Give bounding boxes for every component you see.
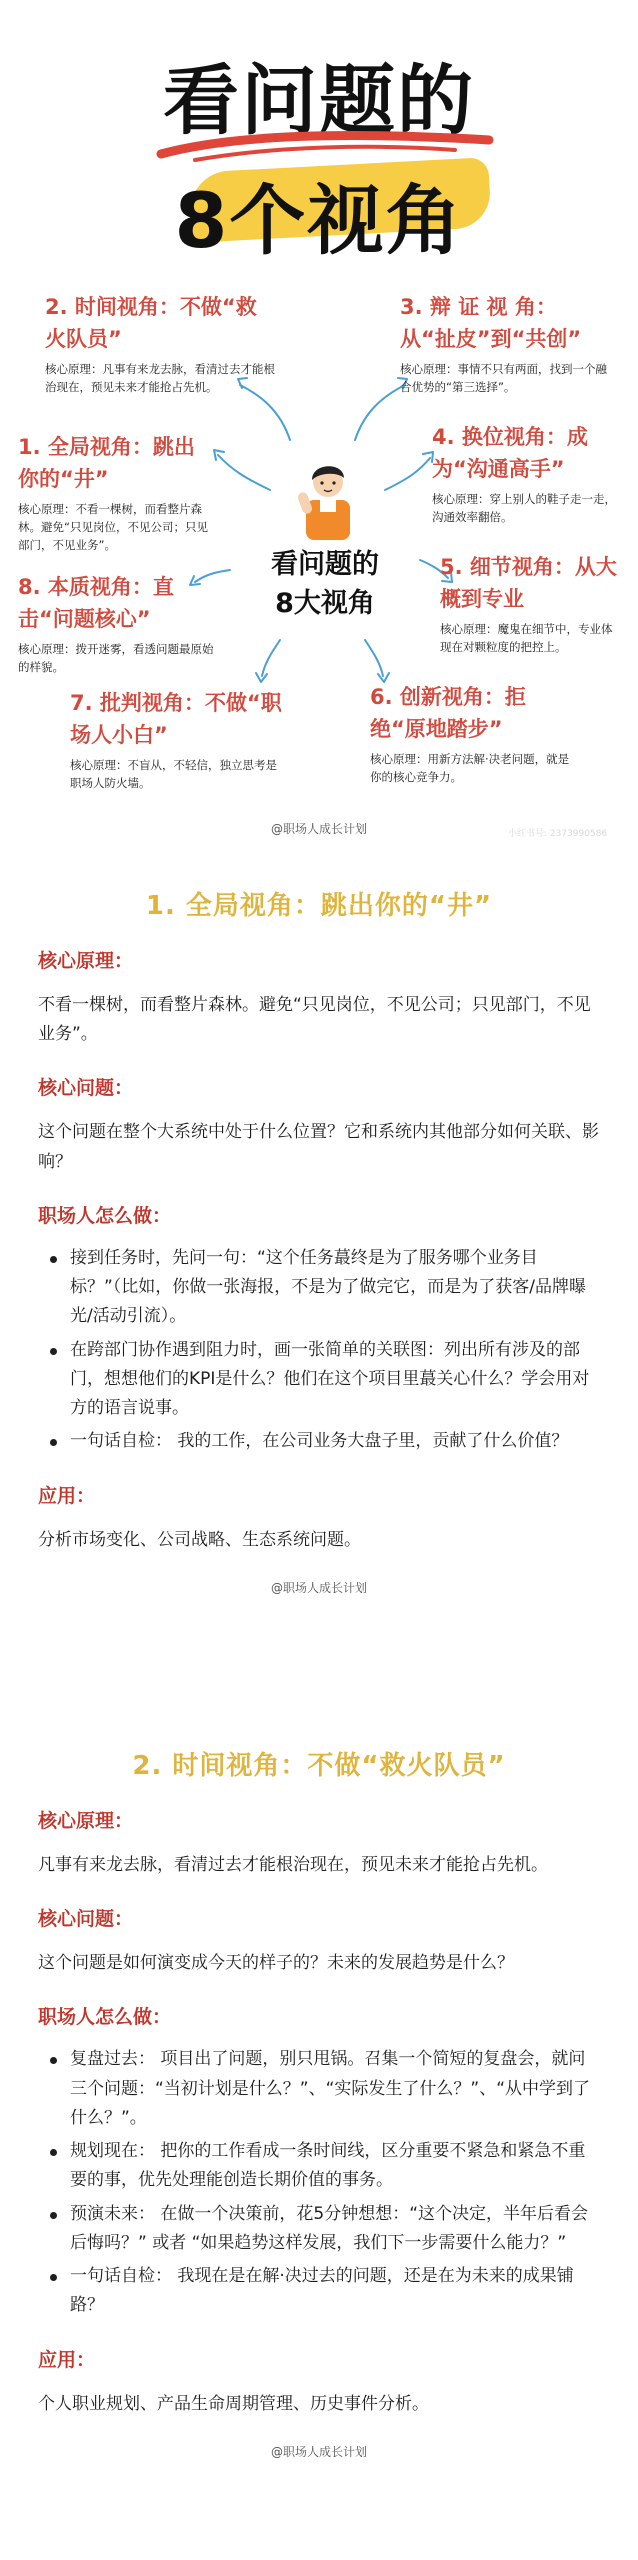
spoke-body: 核心原理：不盲从，不轻信，独立思考是职场人防火墙。 xyxy=(70,758,277,790)
spoke-body: 核心原理：拨开迷雾，看透问题最原始的样貌。 xyxy=(18,642,214,674)
heading-apply: 应用： xyxy=(38,2348,96,2371)
list-item: 复盘过去： 项目出了问题，别只甩锅。召集一个简短的复盘会，就问三个问题：“当初计划是什么？”、“实际发生了什么？”、“从中学到了什么？”。 xyxy=(70,2045,600,2133)
section-title: 2. 时间视角：不做“救火队员” xyxy=(132,1751,506,1781)
heading-principle: 核心原理： xyxy=(38,1810,134,1832)
spoke-detail xyxy=(440,552,620,657)
list-item: 规划现在： 把你的工作看成一条时间线，区分重要不紧急和紧急不重要的事，优先处理能创造长期价值的事务。 xyxy=(70,2137,600,2195)
how-list xyxy=(38,2045,600,2320)
center-label xyxy=(235,545,415,623)
spoke-body: 核心原理：魔鬼在细节中，专业体现在对颗粒度的把控上。 xyxy=(440,622,613,654)
list-item: 在跨部门协作遇到阻力时，画一张简单的关联图：列出所有涉及的部门，想想他们的KPI是什么？他们在这个项目里蕞关心什么？学会用对方的语言说事。 xyxy=(70,1336,600,1424)
spoke-innovation xyxy=(370,682,575,787)
spoke-body: 核心原理：事情不只有两面，找到一个融合优势的“第三选择”。 xyxy=(400,362,607,394)
spoke-global xyxy=(18,432,208,554)
principle-text: 不看一棵树，而看整片森林。避免“只见岗位，不见公司；只见部门，不见业务”。 xyxy=(38,995,591,1045)
heading-question: 核心问题： xyxy=(38,1077,134,1100)
list-item: 一句话自检： 我的工作，在公司业务大盘子里，贡献了什么价值？ xyxy=(70,1427,600,1456)
spoke-title: 1. 全局视角：跳出你的“井” xyxy=(18,435,195,491)
spoke-title: 5. 细节视角：从大概到专业 xyxy=(440,555,617,611)
arrow-to-dialectic xyxy=(355,385,405,440)
arrow-to-global xyxy=(218,455,270,490)
spoke-body: 核心原理：穿上别人的鞋子走一走，沟通效率翻倍。 xyxy=(432,492,616,524)
heading-how: 职场人怎么做： xyxy=(38,1204,172,1227)
list-item: 一句话自检： 我现在是在解·决过去的问题，还是在为未来的成果铺路？ xyxy=(70,2262,600,2320)
question-text: 这个问题在整个大系统中处于什么位置？它和系统内其他部分如何关联、影响？ xyxy=(38,1122,599,1172)
apply-text: 个人职业规划、产品生命周期管理、历史事件分析。 xyxy=(38,2393,429,2414)
section-watermark: @职场人成长计划 xyxy=(270,1580,367,1595)
spoke-title: 4. 换位视角：成为“沟通高手” xyxy=(432,425,588,481)
section-time-view xyxy=(0,1745,638,2460)
center-label-text: 看问题的 8大视角 xyxy=(271,549,379,620)
heading-question: 核心问题： xyxy=(38,1908,134,1931)
spoke-essence xyxy=(18,572,218,677)
thinking-person-illustration xyxy=(298,452,358,542)
principle-text: 凡事有来龙去脉，看清过去才能根治现在，预见未来才能抢占先机。 xyxy=(38,1855,548,1875)
spoke-title: 2. 时间视角：不做“救火队员” xyxy=(45,295,257,351)
spoke-empathy xyxy=(432,422,617,527)
question-text: 这个问题是如何演变成今天的样子的？未来的发展趋势是什么？ xyxy=(38,1953,514,1974)
spoke-critical xyxy=(70,688,285,793)
section-global-view xyxy=(0,885,638,1596)
spoke-body: 核心原理：用新方法解·决老问题，就是你的核心竞争力。 xyxy=(370,752,570,784)
apply-text: 分析市场变化、公司战略、生态系统问题。 xyxy=(38,1529,361,1550)
arrow-to-empathy xyxy=(385,458,430,490)
heading-how: 职场人怎么做： xyxy=(38,2006,172,2029)
spoke-title: 8. 本质视角：直击“问题核心” xyxy=(18,575,174,631)
heading-apply: 应用： xyxy=(38,1484,96,1507)
faint-id-mark: 小红书号: 2373990586 xyxy=(508,829,608,839)
hero-watermark: @职场人成长计划 xyxy=(270,822,367,836)
spoke-title: 6. 创新视角：拒绝“原地踏步” xyxy=(370,685,526,741)
hero-title-line1: 看问题的 xyxy=(163,56,475,145)
hero-infographic xyxy=(0,0,638,850)
spoke-body: 核心原理：不看一棵树，而看整片森林。避免“只见岗位，不见公司；只见部门，不见业务”。 xyxy=(18,502,208,552)
spoke-title: 7. 批判视角：不做“职场人小白” xyxy=(70,691,282,747)
section-watermark: @职场人成长计划 xyxy=(270,2444,367,2459)
spoke-body: 核心原理：凡事有来龙去脉，看清过去才能根治现在，预见未来才能抢占先机。 xyxy=(45,362,275,394)
spoke-time xyxy=(45,292,275,397)
arrow-to-critical xyxy=(262,640,280,676)
section-title: 1. 全局视角：跳出你的“井” xyxy=(145,891,493,921)
how-list xyxy=(38,1244,600,1457)
list-item: 预演未来： 在做一个决策前，花5分钟想想：“这个决定，半年后看会后悔吗？” 或者 “如果趋势这样发展，我们下一步需要什么能力？” xyxy=(70,2200,600,2258)
spoke-dialectic xyxy=(400,292,615,397)
hero-title-line2: 8个视角 xyxy=(174,176,464,265)
arrow-to-innovation xyxy=(365,640,383,676)
list-item: 接到任务时，先问一句：“这个任务蕞终是为了服务哪个业务目标？”（比如，你做一张海报，不是为了做完它，而是为了获客/品牌曝光/活动引流）。 xyxy=(70,1244,600,1332)
spoke-title: 3. 辩 证 视 角： 从“扯皮”到“共创” xyxy=(400,295,582,351)
heading-principle: 核心原理： xyxy=(38,950,134,972)
